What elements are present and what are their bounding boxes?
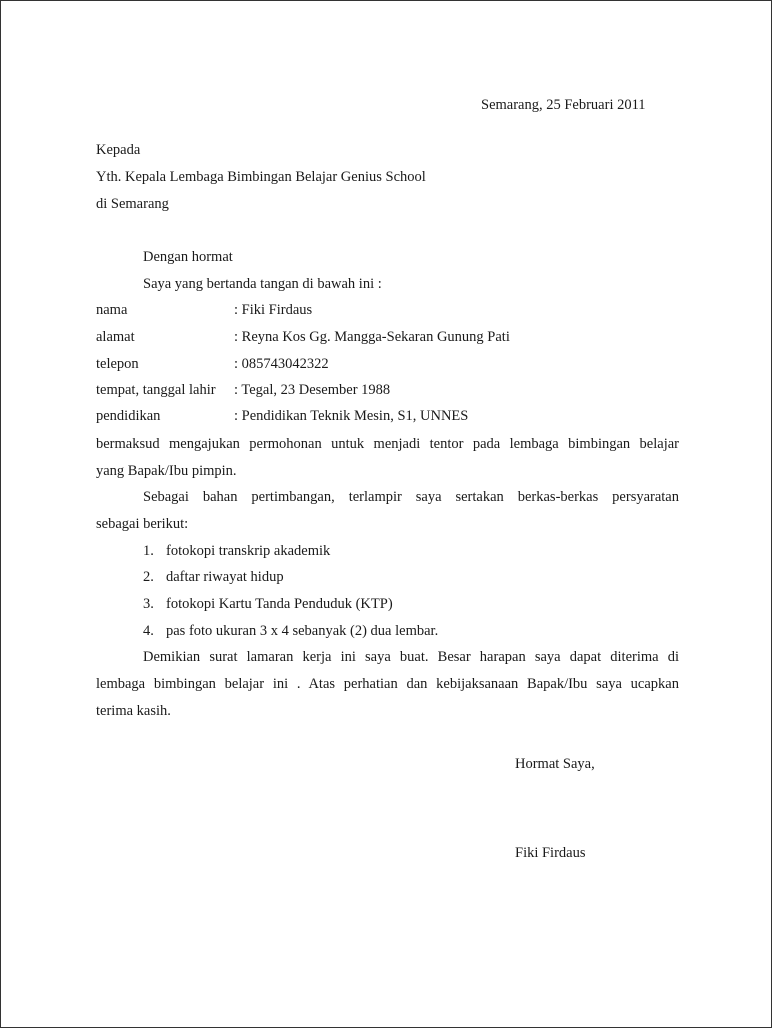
list-item-number: 3. — [143, 596, 154, 612]
closing-line-3: terima kasih. — [96, 703, 171, 719]
field-label-telepon: telepon — [96, 356, 139, 372]
purpose-line-1: bermaksud mengajukan permohonan untuk menjadi tentor pada lembaga bimbingan belajar — [96, 436, 679, 452]
field-label-ttl: tempat, tanggal lahir — [96, 382, 216, 398]
list-item-text: fotokopi Kartu Tanda Penduduk (KTP) — [166, 596, 393, 612]
field-value-telepon: : 085743042322 — [234, 356, 329, 372]
greeting: Dengan hormat — [143, 249, 233, 265]
list-item-text: fotokopi transkrip akademik — [166, 543, 331, 559]
recipient-line-3: di Semarang — [96, 196, 169, 212]
place-date: Semarang, 25 Februari 2011 — [481, 97, 646, 113]
recipient-line-1: Kepada — [96, 142, 141, 158]
list-item-number: 1. — [143, 543, 154, 559]
signoff: Hormat Saya, — [515, 756, 595, 772]
field-label-nama: nama — [96, 302, 128, 318]
list-item-number: 4. — [143, 623, 154, 639]
list-item-text: pas foto ukuran 3 x 4 sebanyak (2) dua lembar. — [166, 623, 439, 639]
field-value-nama: : Fiki Firdaus — [234, 302, 313, 318]
attachments-intro-line-2: sebagai berikut: — [96, 516, 189, 532]
field-label-alamat: alamat — [96, 329, 135, 345]
closing-line-2: lembaga bimbingan belajar ini . Atas perhatian dan kebijaksanaan Bapak/Ibu saya ucapkan — [96, 676, 679, 692]
list-item-text: daftar riwayat hidup — [166, 569, 284, 585]
attachments-intro-line-1: Sebagai bahan pertimbangan, terlampir saya sertakan berkas-berkas persyaratan — [143, 489, 679, 505]
intro-line: Saya yang bertanda tangan di bawah ini : — [143, 276, 382, 292]
field-label-pendidikan: pendidikan — [96, 408, 161, 424]
field-value-ttl: : Tegal, 23 Desember 1988 — [234, 382, 391, 398]
recipient-line-2: Yth. Kepala Lembaga Bimbingan Belajar Genius School — [96, 169, 426, 185]
field-value-pendidikan: : Pendidikan Teknik Mesin, S1, UNNES — [234, 408, 469, 424]
field-value-alamat: : Reyna Kos Gg. Mangga-Sekaran Gunung Pati — [234, 329, 510, 345]
purpose-line-2: yang Bapak/Ibu pimpin. — [96, 463, 237, 479]
list-item-number: 2. — [143, 569, 154, 585]
signature-name: Fiki Firdaus — [515, 845, 586, 861]
closing-line-1: Demikian surat lamaran kerja ini saya buat. Besar harapan saya dapat diterima di — [143, 649, 679, 665]
